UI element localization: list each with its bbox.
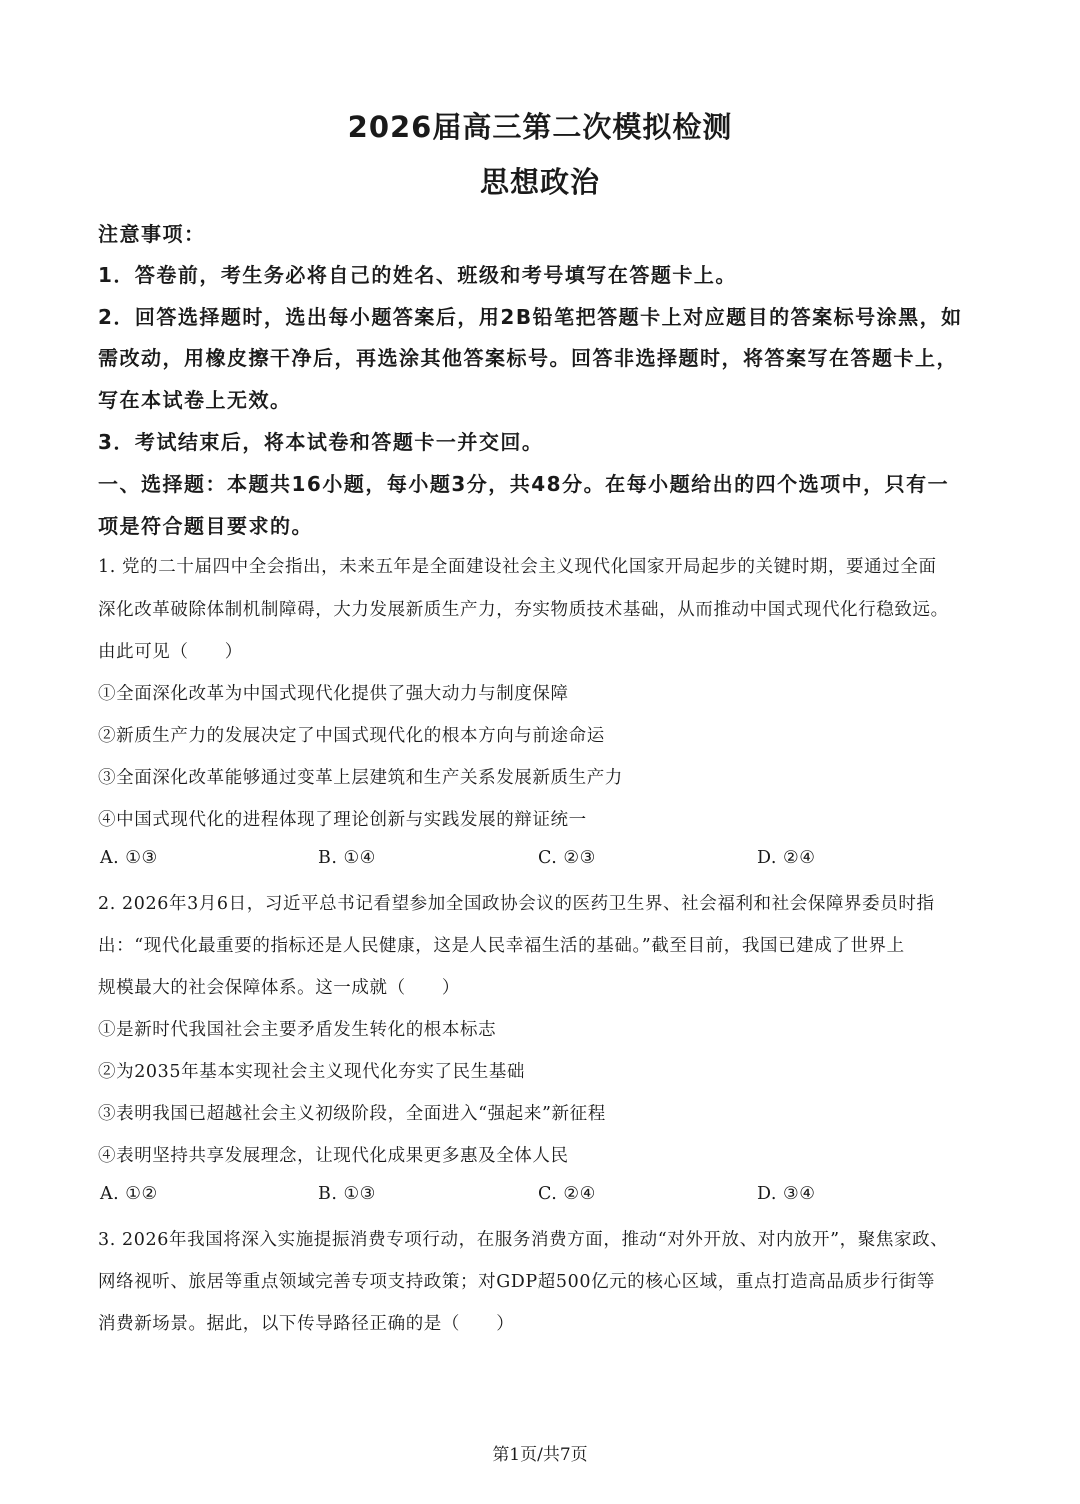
- question-2-option-d: D. ③④: [757, 1184, 816, 1204]
- section-heading: 项是符合题目要求的。: [98, 514, 313, 538]
- question-2-option-b: B. ①③: [318, 1184, 376, 1204]
- question-3-stem: 消费新场景。据此，以下传导路径正确的是（ ）: [98, 1314, 515, 1334]
- question-1-item: ④中国式现代化的进程体现了理论创新与实践发展的辩证统一: [98, 810, 587, 830]
- notice-line: 1．答卷前，考生务必将自己的姓名、班级和考号填写在答题卡上。: [98, 263, 737, 287]
- question-2-stem: 2. 2026年3月6日，习近平总书记看望参加全国政协会议的医药卫生界、社会福利和社会保障界委员时指: [98, 894, 935, 914]
- question-1-stem: 深化改革破除体制机制障碍，大力发展新质生产力，夯实物质技术基础，从而推动中国式现代化行稳致远。: [98, 600, 949, 620]
- question-2-item: ④表明坚持共享发展理念，让现代化成果更多惠及全体人民: [98, 1146, 569, 1166]
- question-1-option-c: C. ②③: [538, 848, 596, 868]
- question-2-stem: 规模最大的社会保障体系。这一成就（ ）: [98, 978, 460, 998]
- question-3-stem: 网络视听、旅居等重点领域完善专项支持政策；对GDP超500亿元的核心区域，重点打造高品质步行街等: [98, 1272, 935, 1292]
- notice-line: 需改动，用橡皮擦干净后，再选涂其他答案标号。回答非选择题时，将答案写在答题卡上，: [98, 346, 958, 370]
- notice-line: 3．考试结束后，将本试卷和答题卡一并交回。: [98, 430, 544, 454]
- exam-title: 2026届高三第二次模拟检测: [347, 110, 733, 144]
- section-heading: 一、选择题：本题共16小题，每小题3分，共48分。在每小题给出的四个选项中，只有一: [98, 472, 950, 496]
- notice-line: 2．回答选择题时，选出每小题答案后，用2B铅笔把答题卡上对应题目的答案标号涂黑，如: [98, 305, 963, 329]
- question-1-item: ②新质生产力的发展决定了中国式现代化的根本方向与前途命运: [98, 726, 605, 746]
- question-2-stem: 出：“现代化最重要的指标还是人民健康，这是人民幸福生活的基础。”截至目前，我国已建成了世界上: [98, 936, 905, 956]
- question-1-item: ①全面深化改革为中国式现代化提供了强大动力与制度保障: [98, 684, 569, 704]
- question-1-item: ③全面深化改革能够通过变革上层建筑和生产关系发展新质生产力: [98, 768, 623, 788]
- question-2-option-a: A. ①②: [100, 1184, 158, 1204]
- question-2-option-c: C. ②④: [538, 1184, 596, 1204]
- question-1-stem: 由此可见（ ）: [98, 642, 243, 662]
- notice-heading: 注意事项：: [98, 222, 206, 246]
- question-1-stem: 1. 党的二十届四中全会指出，未来五年是全面建设社会主义现代化国家开局起步的关键时期，要通过全面: [98, 557, 937, 577]
- notice-line: 写在本试卷上无效。: [98, 388, 292, 412]
- question-2-item: ③表明我国已超越社会主义初级阶段，全面进入“强起来”新征程: [98, 1104, 606, 1124]
- question-1-option-b: B. ①④: [318, 848, 376, 868]
- question-3-stem: 3. 2026年我国将深入实施提振消费专项行动，在服务消费方面，推动“对外开放、对内放开”，聚焦家政、: [98, 1230, 949, 1250]
- page-number: 第1页/共7页: [492, 1445, 588, 1465]
- question-2-item: ②为2035年基本实现社会主义现代化夯实了民生基础: [98, 1062, 526, 1082]
- question-1-option-d: D. ②④: [757, 848, 816, 868]
- subject-title: 思想政治: [479, 165, 600, 199]
- question-1-option-a: A. ①③: [100, 848, 158, 868]
- question-2-item: ①是新时代我国社会主要矛盾发生转化的根本标志: [98, 1020, 497, 1040]
